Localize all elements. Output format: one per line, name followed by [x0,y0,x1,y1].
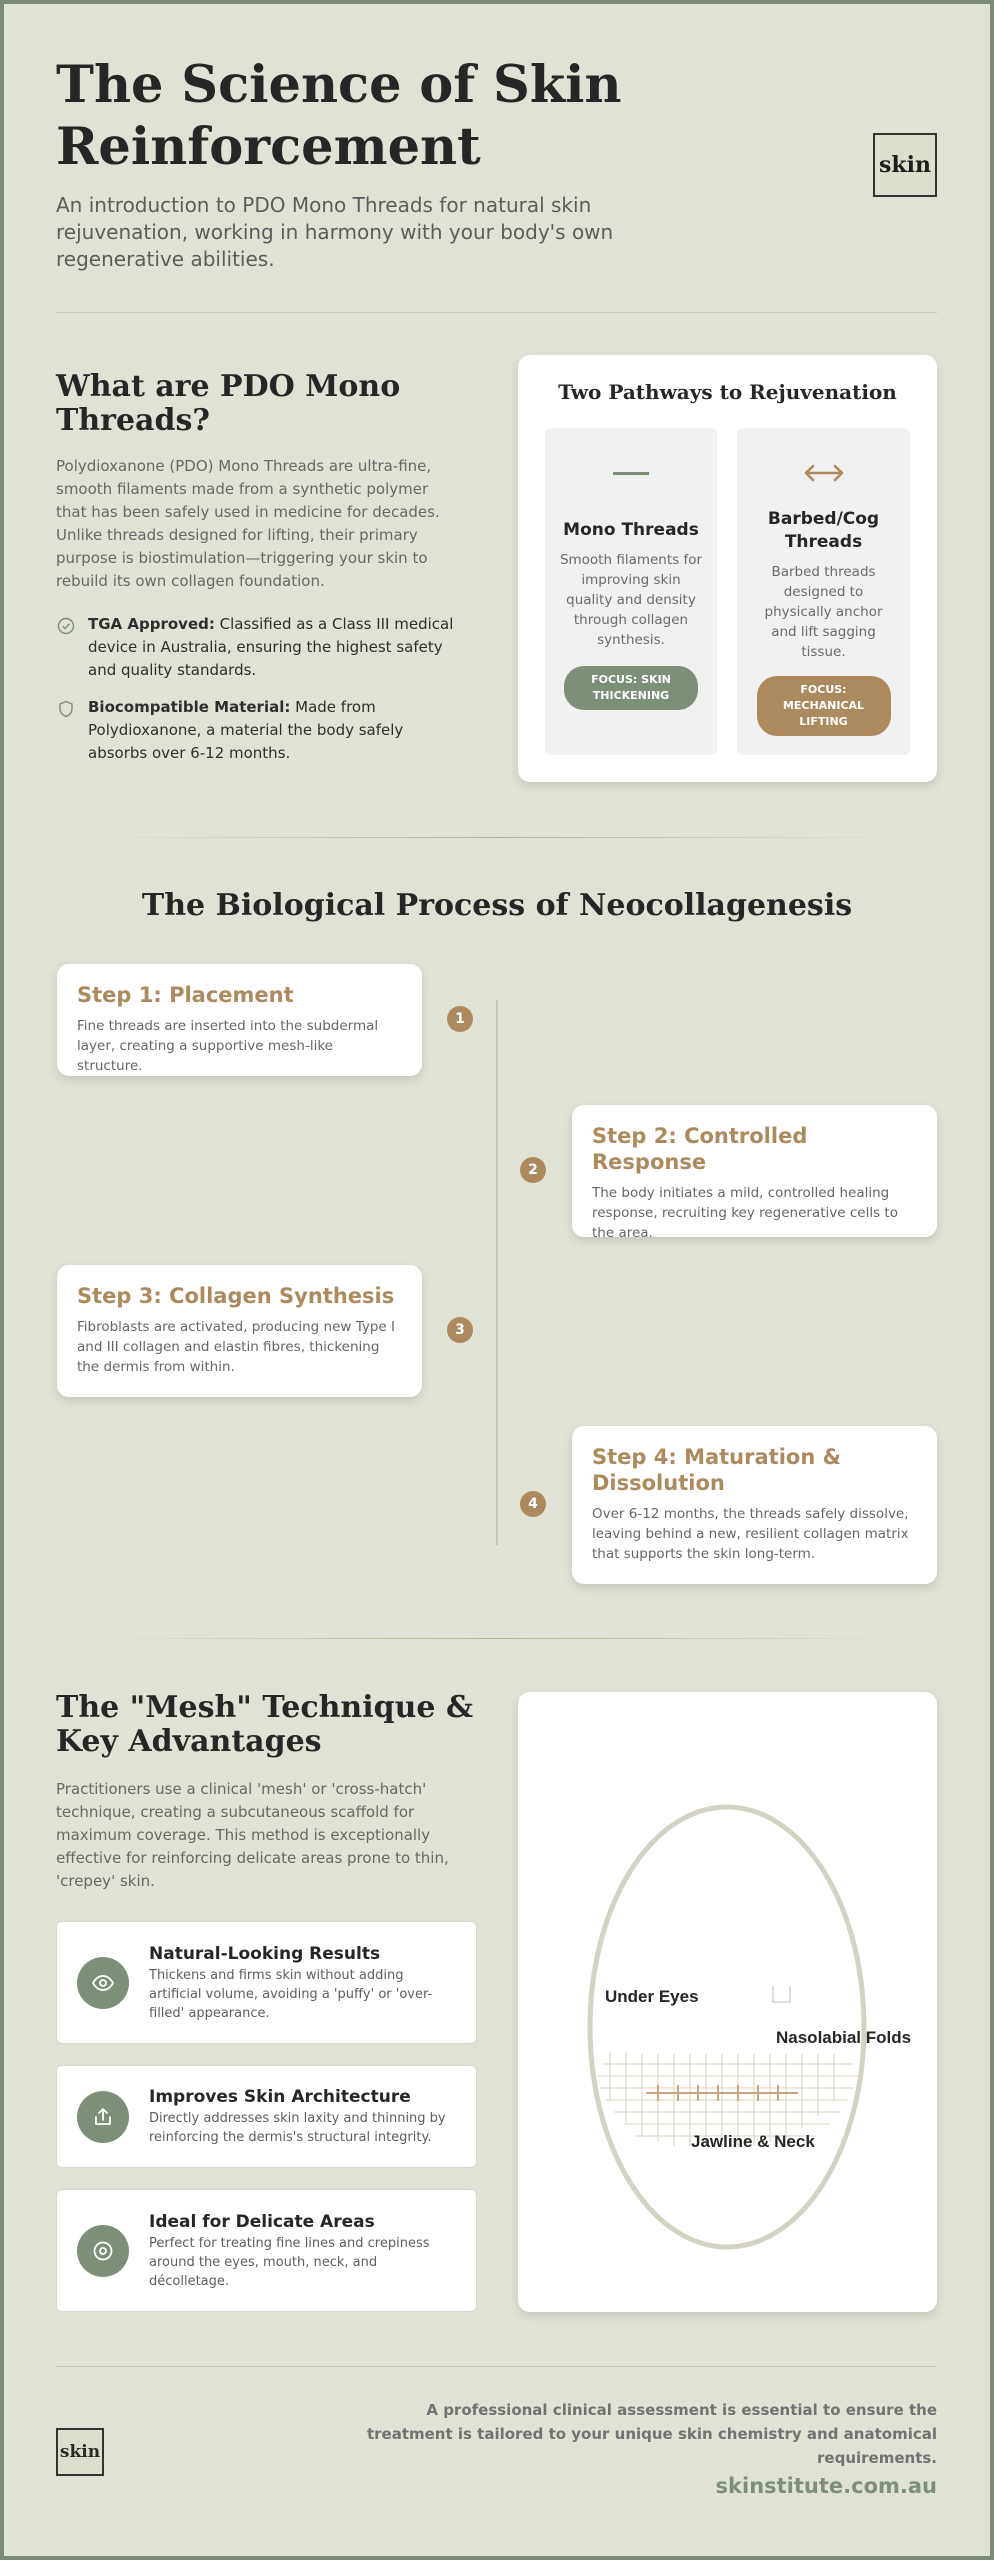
pathway-barbed-desc: Barbed threads designed to physically anchor and lift sagging tissue. [764,564,883,660]
intro-heading: What are PDO Mono Threads? [56,369,401,438]
upload-icon [77,2091,129,2143]
eye-icon [77,1957,129,2009]
pathway-barbed-name: Barbed/Cog Threads [767,509,880,552]
advantage-architecture-text [149,2086,456,2147]
advantage-delicate-title: Ideal for Delicate Areas [149,2211,375,2232]
feature-biocompatible-title: Biocompatible Material: [88,698,291,716]
advantage-architecture [56,2065,477,2168]
step-1-title: Step 1: Placement [77,983,294,1007]
step-3-desc: Fibroblasts are activated, producing new Type I and III collagen and elastin fibres, thickening the dermis from within. [77,1319,396,1375]
timeline-line [496,1000,498,1545]
footer-website-link[interactable]: skinstitute.com.au [715,2474,937,2498]
step-4-number: 4 [520,1491,546,1517]
footer-divider [56,2366,937,2367]
face-diagram-card [518,1692,937,2312]
step-4-title: Step 4: Maturation & Dissolution [592,1445,841,1495]
line-icon [613,472,649,475]
pathway-mono-focus-badge: FOCUS: SKIN THICKENING [564,666,698,710]
step-4-desc: Over 6-12 months, the threads safely dissolve, leaving behind a new, resilient collagen matrix that supports the skin long-term. [592,1506,909,1562]
mesh-heading: The "Mesh" Technique & Key Advantages [56,1690,474,1759]
pathway-mono-name: Mono Threads [563,520,699,540]
advantage-architecture-title: Improves Skin Architecture [149,2087,411,2107]
advantage-natural-desc: Thickens and firms skin without adding artificial volume, avoiding a 'puffy' or 'over-filled' appearance. [149,1967,433,2021]
advantage-delicate [56,2189,477,2312]
page-subtitle: An introduction to PDO Mono Threads for natural skin rejuvenation, working in harmony with your body's own regenerative abilities. [56,193,614,271]
step-1-number: 1 [447,1006,473,1032]
step-card-2 [572,1105,937,1241]
check-circle-icon [56,616,76,636]
process-title: The Biological Process of Neocollagenesis [141,888,853,923]
footer-note: A professional clinical assessment is essential to ensure the treatment is tailored to your unique skin chemistry and anatomical requirements. [366,2401,937,2467]
feature-tga-desc: Classified as a Class III medical device in Australia, ensuring the highest safety and quality standards. [88,615,454,679]
pathway-barbed [737,428,910,755]
target-icon [77,2225,129,2277]
advantage-natural-text [149,1943,456,2023]
advantage-natural [56,1921,477,2044]
step-2-title: Step 2: Controlled Response [592,1124,808,1174]
feature-tga [56,613,466,682]
intro-body: Polydioxanone (PDO) Mono Threads are ultra-fine, smooth filaments made from a synthetic polymer that has been safely used in medicine for decades. Unlike threads designed for lifting, their primary purpose is biostimulation—triggering your skin to rebuild its own collagen foundation. [56,457,440,590]
footer-logo: skin [56,2428,104,2476]
step-1-desc: Fine threads are inserted into the subdermal layer, creating a supportive mesh-like structure. [77,1018,379,1074]
face-outline [590,1807,864,2247]
double-arrow-icon [802,460,846,486]
advantage-natural-title: Natural-Looking Results [149,1943,381,1964]
mesh-body: Practitioners use a clinical 'mesh' or 'cross-hatch' technique, creating a subcutaneous scaffold for maximum coverage. This method is exceptionally effective for reinforcing delicate areas prone to thin, 'crepey' skin. [56,1780,449,1890]
feature-biocompatible-desc: Made from Polydioxanone, a material the body safely absorbs over 6-12 months. [88,698,404,762]
header-divider [56,312,937,313]
step-card-3 [57,1265,422,1397]
advantage-delicate-text [149,2211,456,2291]
advantage-delicate-desc: Perfect for treating fine lines and crepiness around the eyes, mouth, neck, and décolletage. [149,2235,430,2289]
page-title: The Science of Skin Reinforcement [56,55,622,177]
step-2-desc: The body initiates a mild, controlled healing response, recruiting key regenerative cells to the area. [592,1185,898,1241]
advantage-architecture-desc: Directly addresses skin laxity and thinning by reinforcing the dermis's structural integrity. [149,2111,446,2145]
step-2-number: 2 [520,1157,546,1183]
step-3-number: 3 [447,1317,473,1343]
face-diagram [518,1692,937,2312]
shield-icon [56,699,76,719]
under-eye-mesh [773,1986,790,2002]
feature-biocompatible [56,696,466,765]
pathway-barbed-focus-badge: FOCUS: MECHANICAL LIFTING [757,676,891,736]
feature-tga-title: TGA Approved: [88,615,215,633]
feature-tga-text [88,613,466,682]
brand-logo: skin [873,133,937,197]
pathways-title: Two Pathways to Rejuvenation [558,380,897,404]
label-nasolabial: Nasolabial Folds [776,2028,912,2047]
pathway-mono [545,428,717,755]
step-card-4 [572,1426,937,1584]
section-divider-2 [90,1638,904,1639]
step-card-1 [57,964,422,1076]
label-under-eyes: Under Eyes [605,1987,699,2006]
step-3-title: Step 3: Collagen Synthesis [77,1284,395,1308]
section-divider-1 [90,837,904,838]
feature-biocompatible-text [88,696,466,765]
pathway-mono-desc: Smooth filaments for improving skin quality and density through collagen synthesis. [559,552,703,648]
label-jawline: Jawline & Neck [691,2132,815,2151]
